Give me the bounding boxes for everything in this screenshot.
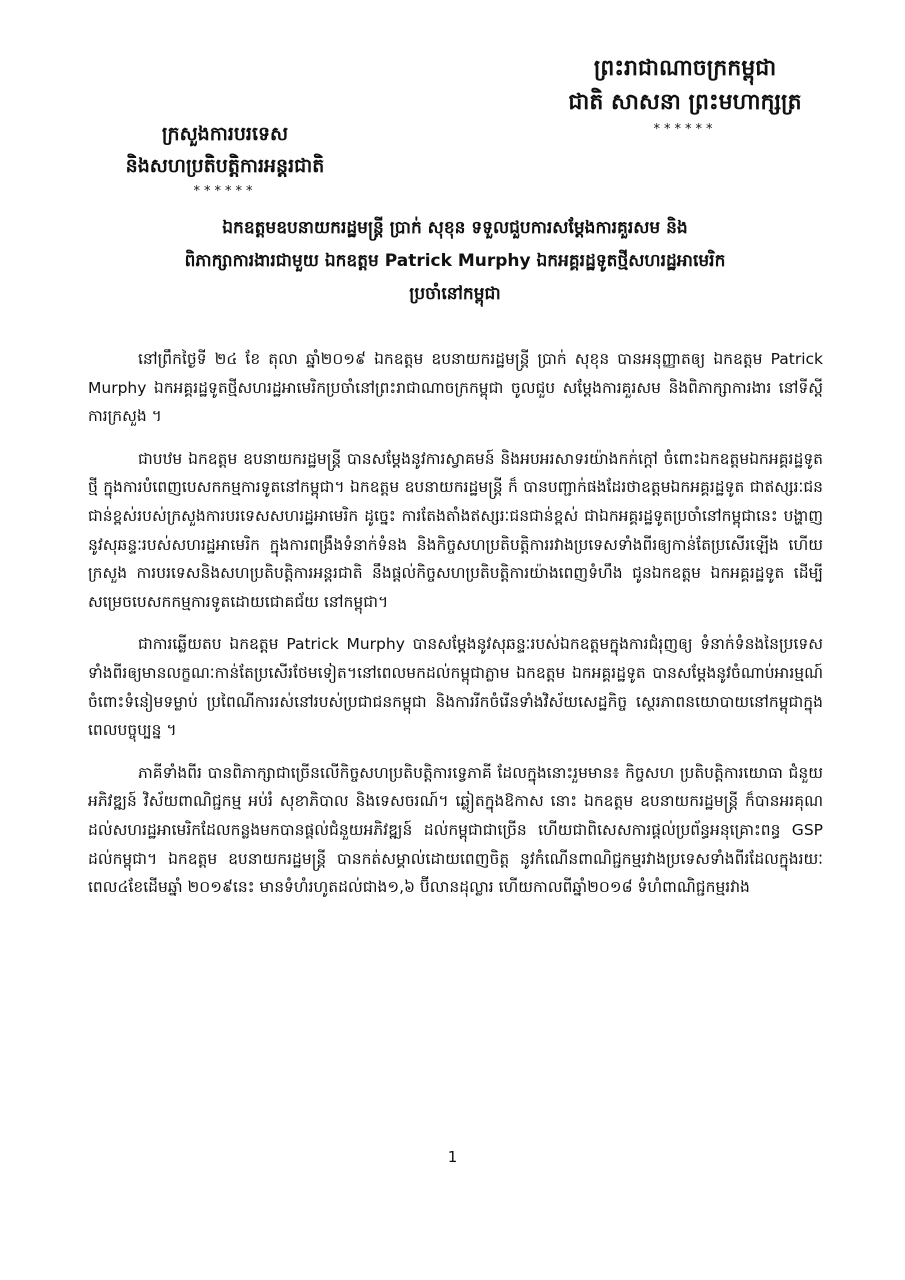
headline-line-2: ពិភាក្សាការងារជាមួយ ឯកឧត្តម Patrick Murphy ឯកអគ្គរដ្ឋទូតថ្មីសហរដ្ឋអាមេរិក	[184, 251, 726, 271]
kingdom-stars: ******	[653, 122, 717, 137]
headline-line-3: ប្រចាំនៅកម្ពុជា	[409, 284, 501, 304]
kingdom-motto-block	[520, 52, 850, 140]
ministry-block	[80, 118, 370, 202]
paragraph-2: ជាបឋម ឯកឧត្តម ឧបនាយករដ្ឋមន្ត្រី បានសម្តែងនូវការស្វាគមន៍ និងអបអរសាទរយ៉ាងកក់ក្តៅ ចំពោះឯកឧត្តមឯកអគ្គរដ្ឋទូតថ្មី ក្នុងការបំពេញបេសកកម្មការទូតនៅកម្ពុជា។ ឯកឧត្តម ឧបនាយករដ្ឋមន្ត្រី ក៏ បានបញ្ជាក់ផងដែរថាឧត្តមឯកអគ្គរដ្ឋទូត ជាឥស្សរៈជនជាន់ខ្ពស់របស់ក្រសួងការបរទេសសហរដ្ឋអាមេរិក ដូច្នេះ ការតែងតាំងឥស្សរៈជនជាន់ខ្ពស់ ជាឯកអគ្គរដ្ឋទូតប្រចាំនៅកម្ពុជានេះ បង្ហាញនូវសុឆន្ទៈរបស់សហរដ្ឋអាមេរិក ក្នុងការពង្រឹងទំនាក់ទំនង និងកិច្ចសហប្រតិបត្តិការរវាងប្រទេសទាំងពីរឲ្យកាន់តែប្រសើរឡើង ហើយក្រសួង ការបរទេសនិងសហប្រតិបត្តិការអន្តរជាតិ នឹងផ្តល់កិច្ចសហប្រតិបត្តិការយ៉ាងពេញទំហឹង ជូនឯកឧត្តម ឯកអគ្គរដ្ឋទូត ដើម្បីសម្រេចបេសកកម្មការទូតដោយជោគជ័យ នៅកម្ពុជា។	[88, 449, 823, 611]
ministry-name-line1: ក្រសួងការបរទេស	[161, 123, 289, 145]
document-headline	[120, 212, 790, 311]
headline-line-1: ឯកឧត្តមឧបនាយករដ្ឋមន្ត្រី ប្រាក់ សុខុន ទទួលជួបការសម្តែងការគួរសម និង	[222, 218, 688, 238]
ministry-stars: ******	[193, 184, 257, 199]
paragraph-1: នៅព្រឹកថ្ងៃទី ២៤ ខែ តុលា ឆ្នាំ២០១៩ ឯកឧត្តម ឧបនាយករដ្ឋមន្ត្រី ប្រាក់ សុខុន បានអនុញ្ញាតឲ្យ ឯកឧត្តម Patrick Murphy ឯកអគ្គរដ្ឋទូតថ្មីសហរដ្ឋអាមេរិកប្រចាំនៅព្រះរាជាណាចក្រកម្ពុជា ចូលជួប សម្តែងការគួរសម និងពិភាក្សាការងារ នៅទីស្តីការក្រសួង ។	[88, 350, 823, 426]
page-number: 1	[447, 1148, 458, 1166]
paragraph-4: ភាគីទាំងពីរ បានពិភាក្សាជាច្រើនលើកិច្ចសហប្រតិបត្តិការទ្វេភាគី ដែលក្នុងនោះរួមមាន៖ កិច្ចសហ ប្រតិបត្តិការយោធា ជំនួយអភិវឌ្ឍន៍ វិស័យពាណិជ្ជកម្ម អប់រំ សុខាភិបាល និងទេសចរណ៍។ ឆ្លៀតក្នុងឱកាស នោះ ឯកឧត្តម ឧបនាយករដ្ឋមន្ត្រី ក៏បានអរគុណដល់សហរដ្ឋអាមេរិកដែលកន្លងមកបានផ្តល់ជំនួយអភិវឌ្ឍន៍ ដល់កម្ពុជាជាច្រើន ហើយជាពិសេសការផ្តល់ប្រព័ន្ធអនុគ្រោះពន្ធ GSP ដល់កម្ពុជា។ ឯកឧត្តម ឧបនាយករដ្ឋមន្ត្រី បានកត់សម្គាល់ដោយពេញចិត្ត នូវកំណើនពាណិជ្ជកម្មរវាងប្រទេសទាំងពីរដែលក្នុងរយៈពេល៤ខែដើមឆ្នាំ ២០១៩នេះ មានទំហំរហូតដល់ជាង១,៦ ប៊ីលានដុល្លារ ហើយកាលពីឆ្នាំ២០១៨ ទំហំពាណិជ្ជកម្មរវាង	[88, 763, 823, 897]
national-motto: ជាតិ សាសនា ព្រះមហាក្សត្រ	[568, 90, 802, 115]
document-body	[88, 345, 823, 916]
ministry-name-line2: និងសហប្រតិបត្តិការអន្តរជាតិ	[125, 155, 325, 177]
kingdom-name: ព្រះរាជាណាចក្រកម្ពុជា	[593, 56, 777, 81]
paragraph-3: ជាការឆ្លើយតប ឯកឧត្តម Patrick Murphy បានសម្តែងនូវសុឆន្ទៈរបស់ឯកឧត្តមក្នុងការជំរុញឲ្យ ទំនាក់ទំនងនៃប្រទេសទាំងពីរឲ្យមានលក្ខណៈកាន់តែប្រសើរថែមទៀត។នៅពេលមកដល់កម្ពុជាភ្លាម ឯកឧត្តម ឯកអគ្គរដ្ឋទូត បានសម្តែងនូវចំណាប់អារម្មណ៍ចំពោះទំនៀមទម្លាប់ ប្រពៃណីការរស់នៅរបស់ប្រជាជនកម្ពុជា និងការរីកចំរើនទាំងវិស័យសេដ្ឋកិច្ច ស្ថេរភាពនយោបាយនៅកម្ពុជាក្នុងពេលបច្ចុប្បន្ន ។	[88, 635, 823, 740]
